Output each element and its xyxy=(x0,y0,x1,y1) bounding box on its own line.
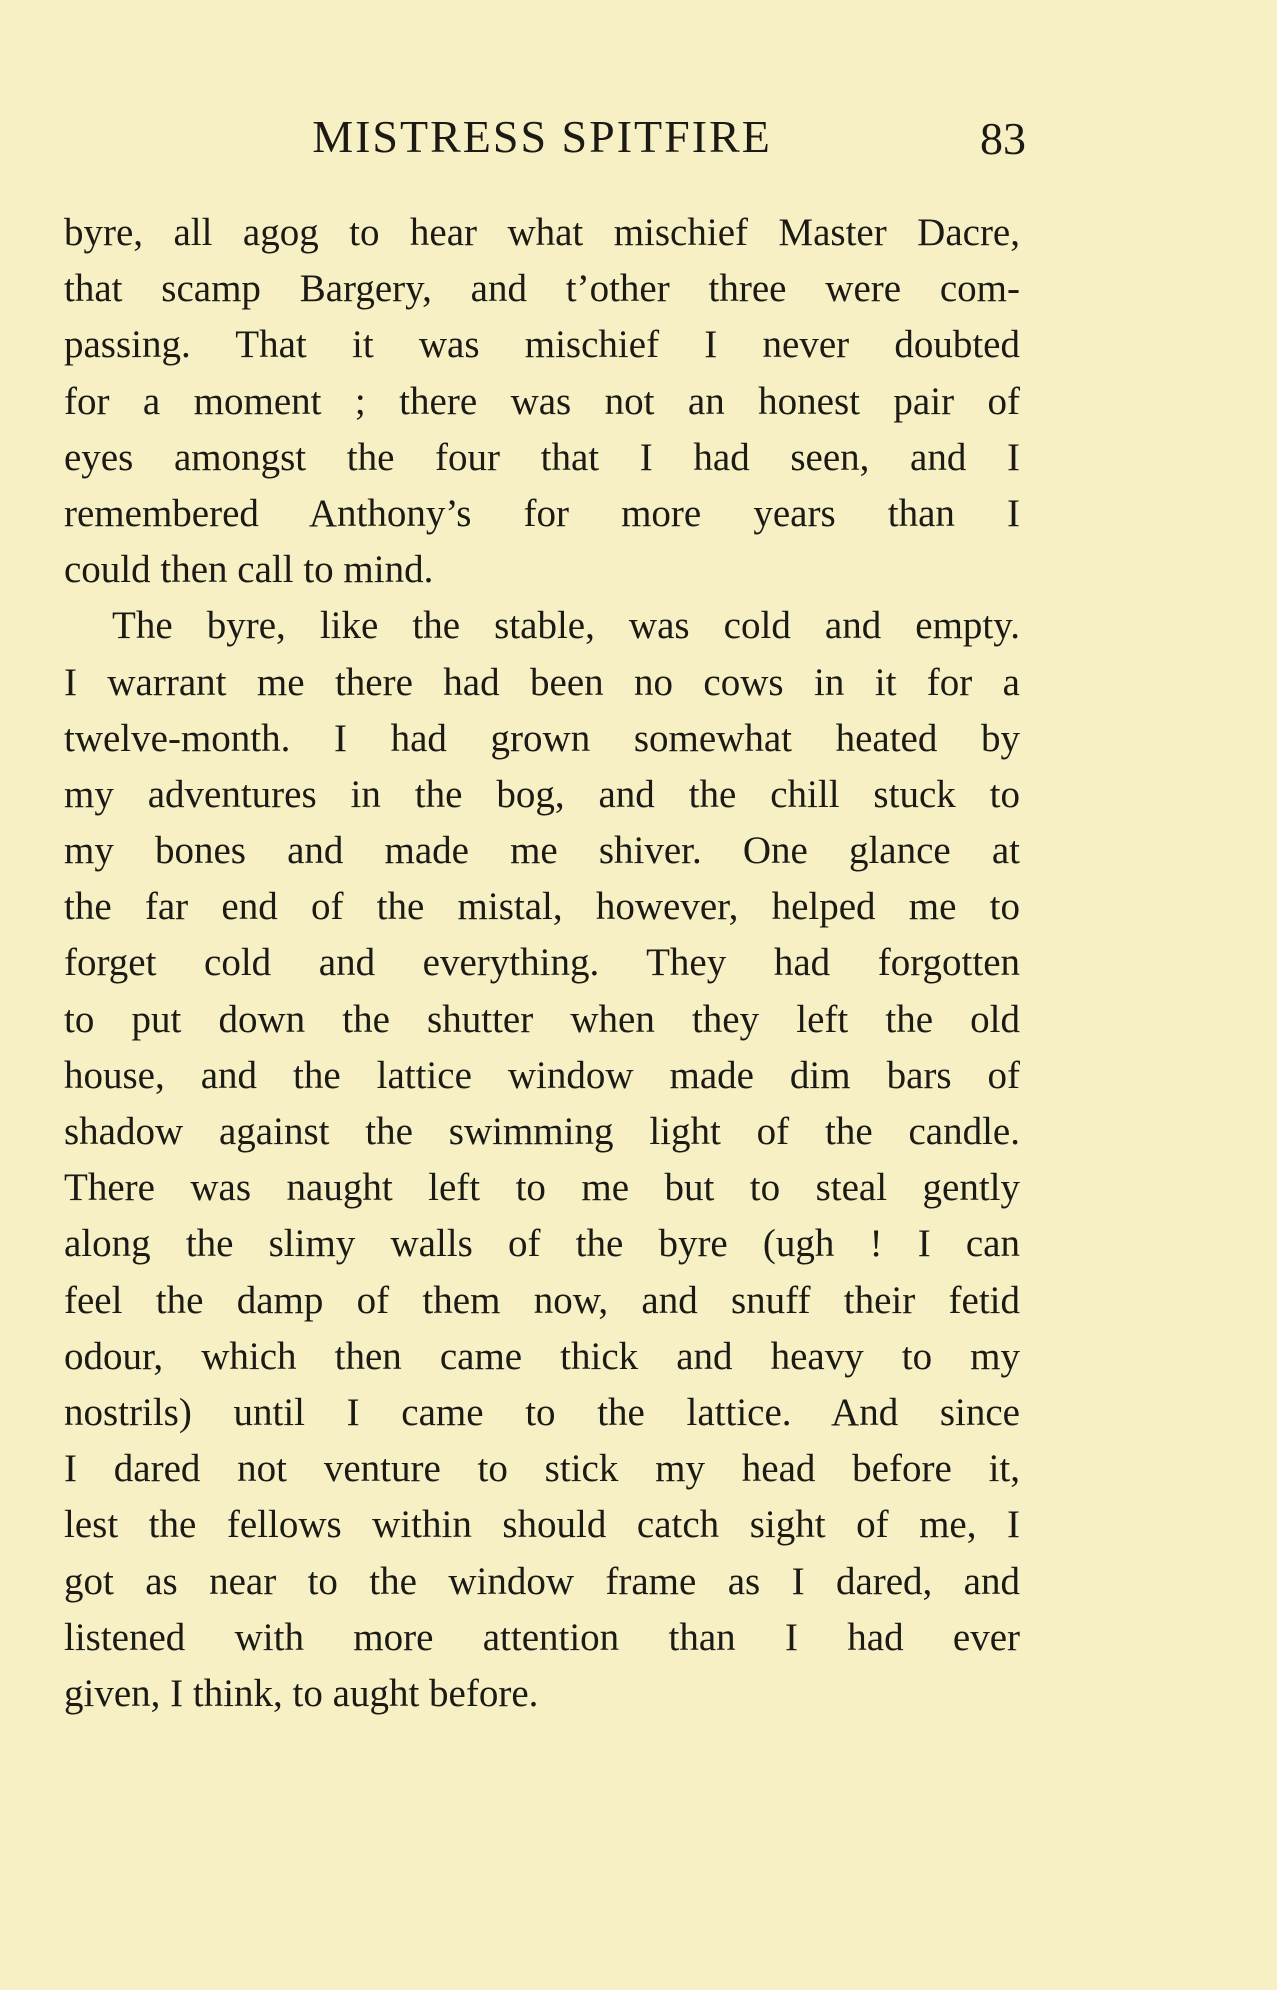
text-line: feel the damp of them now, and snuff their fetid xyxy=(64,1278,1020,1322)
text-line: my adventures in the bog, and the chill stuck to xyxy=(64,772,1020,816)
text-line: I dared not venture to stick my head before it, xyxy=(64,1447,1020,1491)
text-line: shadow against the swimming light of the candle. xyxy=(64,1110,1020,1153)
text-line: for a moment ; there was not an honest pair of xyxy=(64,379,1020,423)
body-text xyxy=(64,205,1020,1722)
text-line: my bones and made me shiver. One glance at xyxy=(64,829,1020,873)
text-line: to put down the shutter when they left the old xyxy=(64,997,1020,1041)
text-line: remembered Anthony’s for more years than I xyxy=(64,491,1020,535)
text-line: There was naught left to me but to steal gently xyxy=(64,1166,1020,1210)
text-line: listened with more attention than I had ever xyxy=(64,1615,1020,1659)
text-line: got as near to the window frame as I dared, and xyxy=(64,1559,1020,1603)
text-line: lest the fellows within should catch sight of me, I xyxy=(64,1503,1020,1547)
text-line: passing. That it was mischief I never doubted xyxy=(64,323,1020,367)
text-line: house, and the lattice window made dim bars of xyxy=(64,1053,1020,1097)
running-head xyxy=(68,110,1026,170)
running-title: MISTRESS SPITFIRE xyxy=(312,111,772,162)
text-line: along the slimy walls of the byre (ugh ! I can xyxy=(64,1222,1020,1266)
text-line: twelve-month. I had grown somewhat heated by xyxy=(64,716,1020,760)
paragraph xyxy=(64,598,1020,1722)
paragraph xyxy=(64,205,1020,598)
text-line: byre, all agog to hear what mischief Master Dacre, xyxy=(64,211,1020,254)
text-line: The byre, like the stable, was cold and empty. xyxy=(112,604,1020,648)
page-number: 83 xyxy=(980,113,1026,164)
text-line: forget cold and everything. They had forgotten xyxy=(64,941,1020,985)
text-line: the far end of the mistal, however, helped me to xyxy=(64,885,1020,929)
text-line: I warrant me there had been no cows in it for a xyxy=(64,660,1020,704)
text-line: eyes amongst the four that I had seen, and I xyxy=(64,435,1020,479)
text-line: that scamp Bargery, and t’other three were com- xyxy=(64,267,1020,311)
text-line: given, I think, to aught before. xyxy=(64,1671,539,1715)
text-line: nostrils) until I came to the lattice. And since xyxy=(64,1390,1020,1434)
text-line: could then call to mind. xyxy=(64,548,434,592)
text-line: odour, which then came thick and heavy to my xyxy=(64,1334,1020,1378)
